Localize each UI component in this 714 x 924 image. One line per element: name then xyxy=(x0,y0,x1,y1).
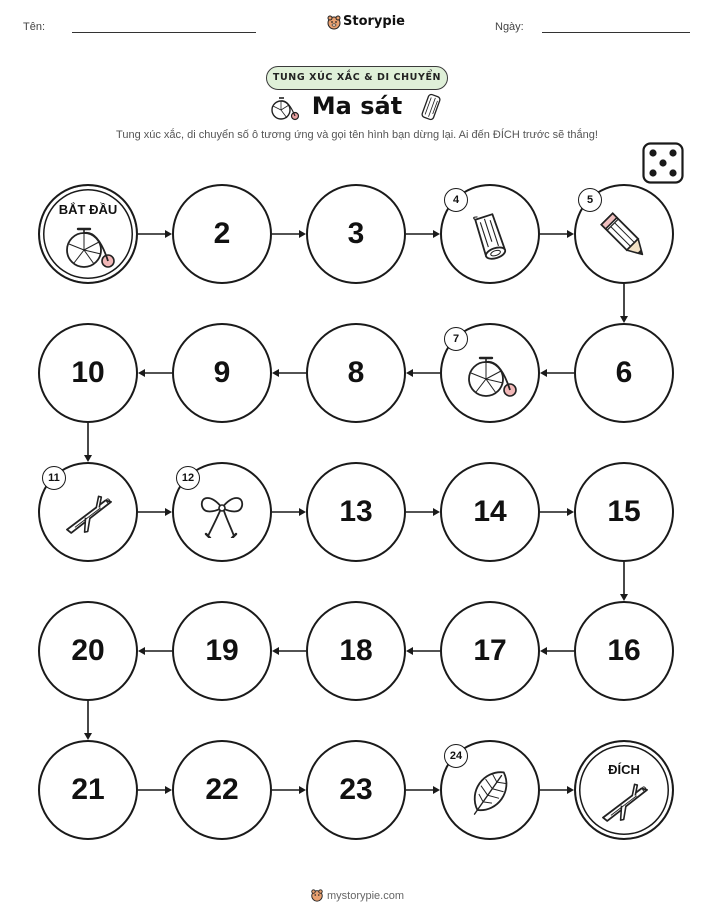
space-number: 23 xyxy=(339,773,373,806)
board-space-10 xyxy=(38,323,138,423)
space-number: 2 xyxy=(213,217,231,250)
board-space-12 xyxy=(172,462,272,562)
board-space-13 xyxy=(306,462,406,562)
board-space-5 xyxy=(574,184,674,284)
board-space-8 xyxy=(306,323,406,423)
board-space-16 xyxy=(574,601,674,701)
board-space-17 xyxy=(440,601,540,701)
board-space-15 xyxy=(574,462,674,562)
finish-label: ĐÍCH xyxy=(608,762,640,777)
space-number: 8 xyxy=(347,356,365,389)
space-number: 16 xyxy=(607,634,641,667)
space-number-badge: 4 xyxy=(444,188,468,212)
finish-space xyxy=(574,740,674,840)
space-number-badge: 5 xyxy=(578,188,602,212)
space-number: 13 xyxy=(339,495,373,528)
board-space-3 xyxy=(306,184,406,284)
board-space-11 xyxy=(38,462,138,562)
space-number: 17 xyxy=(473,634,507,667)
shoelace-bow-icon xyxy=(197,490,247,543)
date-label: Ngày: xyxy=(495,21,524,33)
activity-type-pill: TUNG XÚC XẮC & DI CHUYỂN xyxy=(266,66,448,90)
board-space-7 xyxy=(440,323,540,423)
space-number-badge: 24 xyxy=(444,744,468,768)
board-space-14 xyxy=(440,462,540,562)
start-space xyxy=(38,184,138,284)
wood-log-icon xyxy=(470,210,510,267)
penny-farthing-bicycle-icon xyxy=(60,222,116,275)
space-number: 14 xyxy=(473,495,507,528)
leaf-icon xyxy=(464,765,516,824)
space-number: 10 xyxy=(71,356,105,389)
footer-site: mystorypie.com xyxy=(326,890,405,902)
space-number-badge: 7 xyxy=(444,327,468,351)
space-number: 9 xyxy=(213,356,231,389)
tree-branch-icon xyxy=(596,782,652,827)
board-space-6 xyxy=(574,323,674,423)
space-number: 6 xyxy=(615,356,633,389)
space-number: 21 xyxy=(71,773,105,806)
space-number-badge: 11 xyxy=(42,466,66,490)
storypie-mascot-icon xyxy=(310,888,324,902)
space-number: 20 xyxy=(71,634,105,667)
space-number: 3 xyxy=(347,217,365,250)
start-label: BẮT ĐẦU xyxy=(58,202,118,217)
space-number: 19 xyxy=(205,634,239,667)
pencil-icon xyxy=(599,211,649,266)
board-space-2 xyxy=(172,184,272,284)
brand-name: Storypie xyxy=(343,14,405,29)
space-number: 18 xyxy=(339,634,373,667)
penny-farthing-bicycle-icon xyxy=(462,351,518,404)
board-space-21 xyxy=(38,740,138,840)
space-number: 15 xyxy=(607,495,641,528)
name-label: Tên: xyxy=(23,21,46,33)
space-number: 22 xyxy=(205,773,239,806)
page-title: Ma sát xyxy=(311,92,403,120)
board-space-24 xyxy=(440,740,540,840)
instructions: Tung xúc xắc, di chuyển số ô tương ứng và gọi tên hình bạn dừng lại. Ai đến ĐÍCH trước sẽ thắng! xyxy=(116,129,598,141)
board-space-9 xyxy=(172,323,272,423)
board-space-19 xyxy=(172,601,272,701)
board-space-22 xyxy=(172,740,272,840)
board-space-20 xyxy=(38,601,138,701)
footer xyxy=(0,888,714,902)
board-space-18 xyxy=(306,601,406,701)
board-space-23 xyxy=(306,740,406,840)
tree-branch-icon xyxy=(60,494,116,539)
board-space-4 xyxy=(440,184,540,284)
space-number-badge: 12 xyxy=(176,466,200,490)
